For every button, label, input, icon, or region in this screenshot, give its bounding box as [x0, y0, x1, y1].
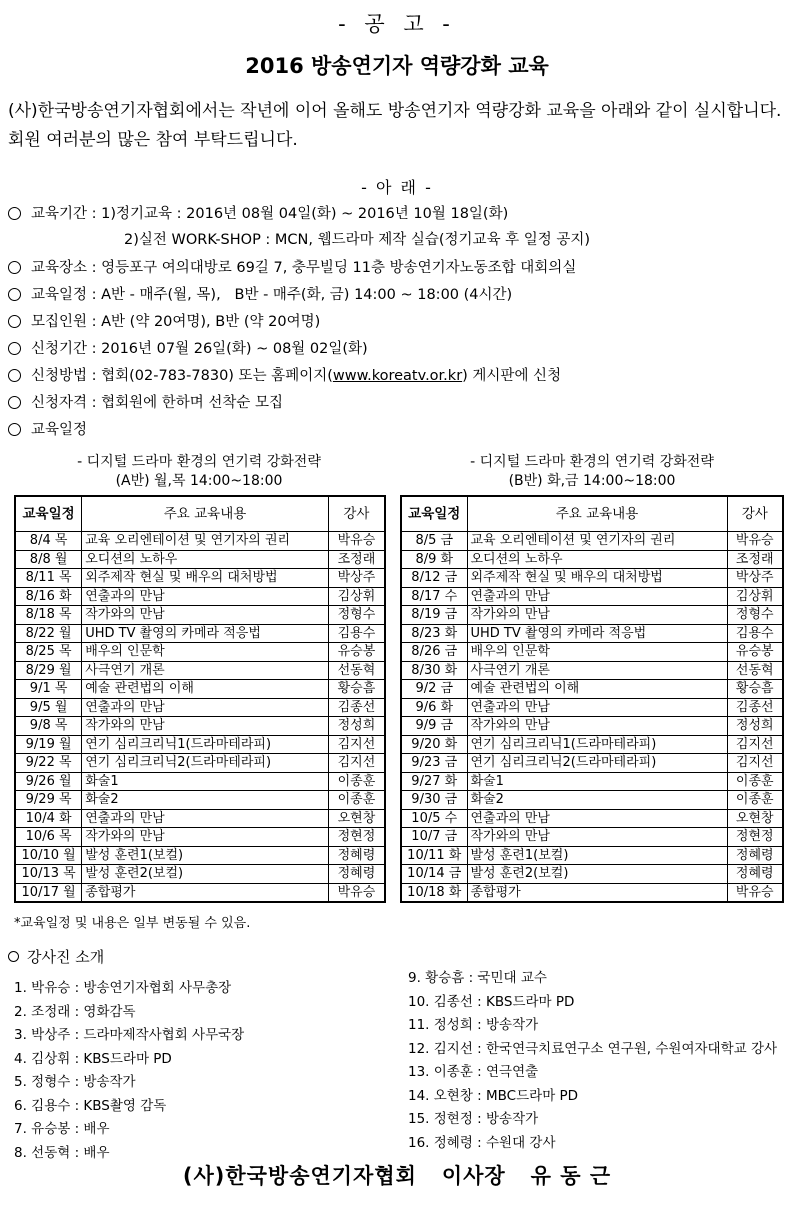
- cell-date: 8/23 화: [401, 624, 467, 643]
- table-row: [15, 698, 385, 717]
- signature-footer: (사)한국방송연기자협회 이사장 유 동 근: [182, 1164, 612, 1188]
- cell-teacher: 황승흠: [328, 680, 385, 699]
- cell-date: 10/17 월: [15, 883, 82, 902]
- table-row: [401, 828, 783, 847]
- cell-date: 9/27 화: [401, 772, 467, 791]
- period-label: 교육기간 :: [31, 206, 97, 222]
- schedule-note: *교육일정 및 내용은 일부 변동될 수 있음.: [14, 916, 251, 931]
- notice-heading: - 공 고 -: [338, 12, 456, 36]
- cell-date: 8/4 목: [15, 532, 82, 551]
- cell-content: 발성 훈련1(보컬): [82, 846, 329, 865]
- cell-date: 10/6 목: [15, 828, 82, 847]
- cell-date: 9/26 월: [15, 772, 82, 791]
- table-row: [401, 883, 783, 902]
- table-row: [15, 717, 385, 736]
- cell-teacher: 정혜령: [328, 865, 385, 884]
- teacher-item: 13. 이종훈 : 연극연출: [408, 1064, 539, 1080]
- cell-teacher: 김지선: [727, 754, 783, 773]
- cell-content: 작가와의 만남: [467, 717, 727, 736]
- teacher-item: 9. 황승흠 : 국민대 교수: [408, 970, 547, 986]
- circle-bullet-icon: [8, 288, 21, 301]
- cell-content: 종합평가: [82, 883, 329, 902]
- cell-date: 8/9 화: [401, 550, 467, 569]
- cell-teacher: 박유승: [727, 883, 783, 902]
- cell-teacher: 정혜령: [727, 865, 783, 884]
- info-schedule: 교육일정 : A반 - 매주(월, 목), B반 - 매주(화, 금) 14:00 ~ 18:00 (4시간): [8, 282, 512, 308]
- teacher-item: 14. 오현창 : MBC드라마 PD: [408, 1087, 579, 1104]
- cell-content: 예술 관련법의 이해: [82, 680, 329, 699]
- cell-teacher: 정성희: [727, 717, 783, 736]
- cell-teacher: 정형수: [328, 606, 385, 625]
- table-row: [401, 643, 783, 662]
- circle-bullet-icon: [8, 315, 21, 328]
- cell-teacher: 박유승: [328, 532, 385, 551]
- info-period-2: 2)실전 WORK-SHOP : MCN, 웹드라마 제작 실습(정기교육 후 일정 공지): [124, 232, 591, 248]
- intro-paragraph: (사)한국방송연기자협회에서는 작년에 이어 올해도 방송연기자 역량강화 교육을 아래와 같이 실시합니다. 회원 여러분의 많은 참여 부탁드립니다.: [8, 101, 782, 150]
- teacher-item: 12. 김지선 : 한국연극치료연구소 연구원, 수원여자대학교 강사: [408, 1040, 778, 1057]
- table-row: [15, 791, 385, 810]
- cell-content: 발성 훈련1(보컬): [467, 846, 727, 865]
- cell-date: 10/5 수: [401, 809, 467, 828]
- cell-content: 오디션의 노하우: [82, 550, 329, 569]
- cell-date: 8/25 목: [15, 643, 82, 662]
- cell-date: 10/7 금: [401, 828, 467, 847]
- cell-content: 연기 심리크리닉2(드라마테라피): [467, 754, 727, 773]
- table-row: [15, 606, 385, 625]
- cell-teacher: 박상주: [328, 569, 385, 588]
- cell-date: 8/22 월: [15, 624, 82, 643]
- table-row: [401, 624, 783, 643]
- cell-teacher: 김종선: [727, 698, 783, 717]
- table-row: [401, 846, 783, 865]
- cell-date: 8/30 화: [401, 661, 467, 680]
- cell-date: 8/5 금: [401, 532, 467, 551]
- table-row: [401, 809, 783, 828]
- table-row: [15, 587, 385, 606]
- teacher-item: 11. 정성희 : 방송작가: [408, 1017, 539, 1033]
- circle-bullet-icon: [8, 951, 19, 962]
- info-recruit: 모집인원 : A반 (약 20여명), B반 (약 20여명): [8, 309, 320, 335]
- cell-date: 9/30 금: [401, 791, 467, 810]
- table-row: [15, 809, 385, 828]
- cell-content: 화술2: [467, 791, 727, 810]
- info-period: [8, 201, 508, 227]
- cell-teacher: 박유승: [727, 532, 783, 551]
- cell-date: 10/18 화: [401, 883, 467, 902]
- table-row: [401, 680, 783, 699]
- cell-content: 연출과의 만남: [82, 809, 329, 828]
- cell-content: 연기 심리크리닉1(드라마테라피): [82, 735, 329, 754]
- info-apply-period: 신청기간 : 2016년 07월 26일(화) ~ 08월 02일(화): [8, 336, 368, 362]
- cell-content: 연출과의 만남: [82, 698, 329, 717]
- info-apply-method: 신청방법 : 협회(02-783-7830) 또는 홈페이지(www.koreatv.or.kr) 게시판에 신청: [8, 363, 561, 389]
- cell-teacher: 이종훈: [727, 772, 783, 791]
- teacher-item: 8. 선동혁 : 배우: [14, 1144, 110, 1161]
- cell-content: 배우의 인문학: [467, 643, 727, 662]
- cell-teacher: 유승봉: [328, 643, 385, 662]
- table-row: [401, 698, 783, 717]
- table-row: [401, 661, 783, 680]
- table-row: [401, 717, 783, 736]
- table-header-teacher: 강사: [727, 496, 783, 532]
- table-row: [15, 680, 385, 699]
- cell-date: 8/16 화: [15, 587, 82, 606]
- cell-teacher: 유승봉: [727, 643, 783, 662]
- cell-content: 연기 심리크리닉2(드라마테라피): [82, 754, 329, 773]
- circle-bullet-icon: [8, 207, 21, 220]
- cell-teacher: 정성희: [328, 717, 385, 736]
- cell-content: 작가와의 만남: [467, 606, 727, 625]
- cell-teacher: 선동혁: [328, 661, 385, 680]
- cell-date: 9/9 금: [401, 717, 467, 736]
- cell-teacher: 오현창: [727, 809, 783, 828]
- cell-content: 종합평가: [467, 883, 727, 902]
- cell-date: 8/11 목: [15, 569, 82, 588]
- cell-date: 8/18 목: [15, 606, 82, 625]
- cell-content: 작가와의 만남: [467, 828, 727, 847]
- cell-date: 9/22 목: [15, 754, 82, 773]
- table-b-subtitle: - 디지털 드라마 환경의 연기력 강화전략 (B반) 화,금 14:00~18:00: [470, 454, 714, 489]
- teacher-item: 7. 유승봉 : 배우: [14, 1121, 110, 1137]
- cell-content: UHD TV 촬영의 카메라 적응법: [467, 624, 727, 643]
- table-row: [401, 791, 783, 810]
- table-row: [401, 606, 783, 625]
- teacher-item: 2. 조정래 : 영화감독: [14, 1003, 136, 1020]
- cell-teacher: 선동혁: [727, 661, 783, 680]
- cell-content: 외주제작 현실 및 배우의 대처방법: [467, 569, 727, 588]
- info-qualification: 신청자격 : 협회원에 한하며 선착순 모집: [8, 390, 283, 416]
- cell-content: 교육 오리엔테이션 및 연기자의 권리: [82, 532, 329, 551]
- teacher-item: 5. 정형수 : 방송작가: [14, 1074, 136, 1090]
- cell-date: 8/8 월: [15, 550, 82, 569]
- table-row: [401, 532, 783, 551]
- table-row: [401, 772, 783, 791]
- info-place: 교육장소 : 영등포구 여의대방로 69길 7, 충무빌딩 11층 방송연기자노동조합 대회의실: [8, 255, 576, 281]
- table-row: [15, 569, 385, 588]
- cell-teacher: 김용수: [727, 624, 783, 643]
- homepage-link[interactable]: www.koreatv.or.kr: [332, 368, 463, 384]
- table-header-date: 교육일정: [401, 496, 467, 532]
- circle-bullet-icon: [8, 342, 21, 355]
- table-row: [15, 883, 385, 902]
- table-header-content: 주요 교육내용: [82, 496, 329, 532]
- teacher-item: 3. 박상주 : 드라마제작사협회 사무국장: [14, 1027, 245, 1043]
- period-1: 1)정기교육 : 2016년 08월 04일(화) ~ 2016년 10월 18일(화): [101, 206, 509, 222]
- table-row: [15, 754, 385, 773]
- cell-date: 8/12 금: [401, 569, 467, 588]
- cell-teacher: 정현정: [328, 828, 385, 847]
- table-row: [15, 550, 385, 569]
- cell-content: 연출과의 만남: [467, 698, 727, 717]
- circle-bullet-icon: [8, 423, 21, 436]
- cell-date: 9/5 월: [15, 698, 82, 717]
- table-header-content: 주요 교육내용: [467, 496, 727, 532]
- table-row: [15, 846, 385, 865]
- cell-teacher: 정현정: [727, 828, 783, 847]
- cell-date: 10/14 금: [401, 865, 467, 884]
- cell-content: 연출과의 만남: [467, 587, 727, 606]
- cell-date: 8/17 수: [401, 587, 467, 606]
- circle-bullet-icon: [8, 369, 21, 382]
- cell-date: 8/19 금: [401, 606, 467, 625]
- cell-teacher: 김지선: [328, 735, 385, 754]
- cell-teacher: 이종훈: [328, 791, 385, 810]
- cell-date: 9/29 목: [15, 791, 82, 810]
- teacher-item: 10. 김종선 : KBS드라마 PD: [408, 993, 575, 1010]
- cell-content: 오디션의 노하우: [467, 550, 727, 569]
- teacher-item: 1. 박유승 : 방송연기자협회 사무총장: [14, 980, 232, 996]
- cell-teacher: 이종훈: [328, 772, 385, 791]
- cell-teacher: 황승흠: [727, 680, 783, 699]
- cell-content: 화술2: [82, 791, 329, 810]
- cell-date: 9/6 화: [401, 698, 467, 717]
- schedule-table-a: [14, 495, 386, 903]
- cell-date: 10/13 목: [15, 865, 82, 884]
- table-row: [15, 624, 385, 643]
- table-row: [401, 865, 783, 884]
- cell-teacher: 김종선: [328, 698, 385, 717]
- below-heading: - 아 래 -: [361, 178, 433, 197]
- table-row: [15, 772, 385, 791]
- cell-teacher: 김용수: [328, 624, 385, 643]
- cell-content: 작가와의 만남: [82, 606, 329, 625]
- teacher-item: 4. 김상휘 : KBS드라마 PD: [14, 1050, 172, 1067]
- table-row: [401, 735, 783, 754]
- cell-date: 10/11 화: [401, 846, 467, 865]
- cell-content: 연기 심리크리닉1(드라마테라피): [467, 735, 727, 754]
- table-row: [15, 643, 385, 662]
- cell-date: 9/20 화: [401, 735, 467, 754]
- cell-date: 8/29 월: [15, 661, 82, 680]
- cell-date: 9/8 목: [15, 717, 82, 736]
- cell-content: 작가와의 만남: [82, 717, 329, 736]
- cell-teacher: 김지선: [727, 735, 783, 754]
- cell-date: 10/4 화: [15, 809, 82, 828]
- cell-teacher: 박상주: [727, 569, 783, 588]
- cell-date: 9/23 금: [401, 754, 467, 773]
- table-row: [15, 865, 385, 884]
- cell-date: 9/1 목: [15, 680, 82, 699]
- table-row: [15, 828, 385, 847]
- cell-content: UHD TV 촬영의 카메라 적응법: [82, 624, 329, 643]
- cell-content: 화술1: [467, 772, 727, 791]
- cell-teacher: 김상휘: [727, 587, 783, 606]
- cell-teacher: 오현창: [328, 809, 385, 828]
- cell-teacher: 박유승: [328, 883, 385, 902]
- cell-date: 9/2 금: [401, 680, 467, 699]
- teacher-item: 15. 정현정 : 방송작가: [408, 1111, 539, 1127]
- table-row: [15, 532, 385, 551]
- cell-teacher: 정혜령: [727, 846, 783, 865]
- table-row: [401, 550, 783, 569]
- schedule-table-b: [400, 495, 784, 903]
- table-header-teacher: 강사: [328, 496, 385, 532]
- cell-date: 9/19 월: [15, 735, 82, 754]
- cell-content: 화술1: [82, 772, 329, 791]
- table-row: [401, 754, 783, 773]
- cell-content: 예술 관련법의 이해: [467, 680, 727, 699]
- cell-content: 작가와의 만남: [82, 828, 329, 847]
- cell-date: 8/26 금: [401, 643, 467, 662]
- table-row: [15, 661, 385, 680]
- cell-date: 10/10 월: [15, 846, 82, 865]
- teacher-item: 16. 정혜령 : 수원대 강사: [408, 1134, 556, 1151]
- circle-bullet-icon: [8, 261, 21, 274]
- cell-teacher: 김지선: [328, 754, 385, 773]
- cell-teacher: 정형수: [727, 606, 783, 625]
- teachers-list-right: [408, 967, 777, 1155]
- table-row: [401, 569, 783, 588]
- page-title: 2016 방송연기자 역량강화 교육: [245, 54, 549, 78]
- cell-content: 연출과의 만남: [467, 809, 727, 828]
- cell-content: 발성 훈련2(보컬): [82, 865, 329, 884]
- cell-content: 사극연기 개론: [82, 661, 329, 680]
- circle-bullet-icon: [8, 396, 21, 409]
- teachers-list-left: [14, 977, 244, 1165]
- cell-teacher: 이종훈: [727, 791, 783, 810]
- cell-teacher: 김상휘: [328, 587, 385, 606]
- cell-content: 배우의 인문학: [82, 643, 329, 662]
- table-row: [15, 735, 385, 754]
- cell-content: 연출과의 만남: [82, 587, 329, 606]
- info-edu-schedule: 교육일정: [8, 417, 87, 443]
- teachers-heading: 강사진 소개: [8, 946, 104, 967]
- teacher-item: 6. 김용수 : KBS촬영 감독: [14, 1097, 167, 1114]
- cell-teacher: 정혜령: [328, 846, 385, 865]
- cell-content: 외주제작 현실 및 배우의 대처방법: [82, 569, 329, 588]
- cell-content: 발성 훈련2(보컬): [467, 865, 727, 884]
- table-header-date: 교육일정: [15, 496, 82, 532]
- cell-content: 사극연기 개론: [467, 661, 727, 680]
- cell-content: 교육 오리엔테이션 및 연기자의 권리: [467, 532, 727, 551]
- table-a-subtitle: - 디지털 드라마 환경의 연기력 강화전략 (A반) 월,목 14:00~18:00: [77, 454, 321, 489]
- table-row: [401, 587, 783, 606]
- cell-teacher: 조정래: [328, 550, 385, 569]
- cell-teacher: 조정래: [727, 550, 783, 569]
